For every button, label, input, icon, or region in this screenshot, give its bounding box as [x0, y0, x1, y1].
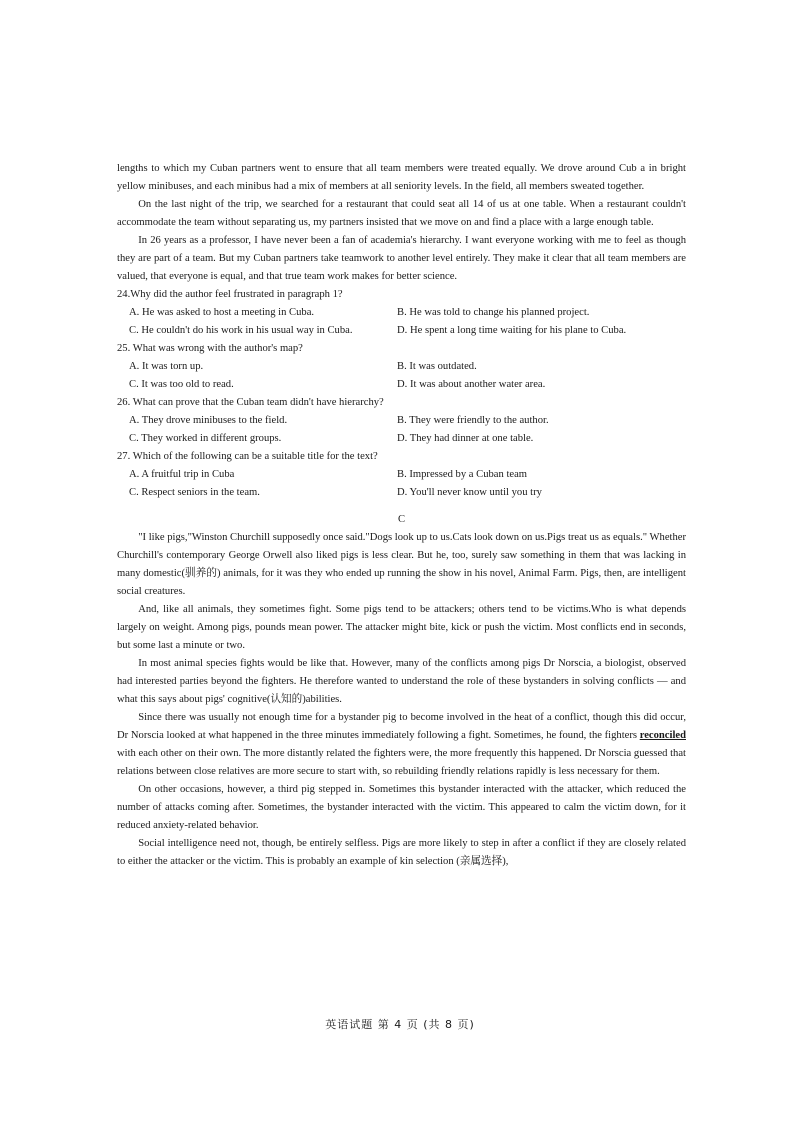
question-27	[117, 448, 686, 502]
question-25	[117, 340, 686, 394]
option-d: D. He spent a long time waiting for his plane to Cuba.	[397, 325, 627, 336]
answer-options	[117, 466, 686, 502]
option-a: A. They drove minibuses to the field.	[129, 415, 288, 426]
option-a: A. It was torn up.	[129, 361, 204, 372]
option-d: D. It was about another water area.	[397, 379, 546, 390]
passage-c-paragraph: On other occasions, however, a third pig stepped in. Sometimes this bystander interacted with the attacker, which reduced the number of attacks coming after. Sometimes, the bystander interacted with the victim. This appeared to calm the victim down, for it reduced anxiety-related behavior.	[117, 784, 686, 831]
passage-b-paragraph: On the last night of the trip, we searched for a restaurant that could seat all 14 of us at one table. When a restaurant couldn't accommodate the team without separating us, my partners insisted that we move on and find a place with a large enough table.	[117, 199, 686, 228]
passage-c-paragraph	[117, 709, 686, 781]
passage-c-paragraph: "I like pigs,"Winston Churchill supposedly once said."Dogs look up to us.Cats look down on us.Pigs treat us as equals." Whether Churchill's contemporary George Orwell also liked pigs is less clear. But he, too, surely saw something in them that was lacking in many domestic(驯养的) animals, for it was they who ended up running the show in his novel, Animal Farm. Pigs, then, are intelligent social creatures.	[117, 532, 686, 597]
option-a: A. A fruitful trip in Cuba	[129, 469, 235, 480]
section-heading-c: C	[397, 514, 406, 525]
option-b: B. He was told to change his planned project.	[397, 307, 590, 318]
passage-c-paragraph: And, like all animals, they sometimes fight. Some pigs tend to be attackers; others tend to be victims.Who is what depends largely on weight. Among pigs, pounds mean power. The attacker might bite, kick or push the victim. Most conflicts end in seconds, but some last a minute or two.	[117, 604, 686, 651]
passage-c-paragraph: In most animal species fights would be like that. However, many of the conflicts among pigs Dr Norscia, a biologist, observed had interested parties beyond the fighters. He therefore wanted to understand the role of these bystanders in solving conflicts — and what this says about pigs' cognitive(认知的)abilities.	[117, 658, 686, 705]
question-24	[117, 286, 686, 340]
option-b: B. Impressed by a Cuban team	[397, 469, 528, 480]
passage-b-paragraph: In 26 years as a professor, I have never been a fan of academia's hierarchy. I want everyone working with me to feel as though they are part of a team. But my Cuban partners take teamwork to another level entirely. They make it clear that all team members are valued, that everyone is equal, and that true team work makes for better science.	[117, 235, 686, 282]
option-c: C. Respect seniors in the team.	[129, 487, 260, 498]
option-d: D. They had dinner at one table.	[397, 433, 534, 444]
option-c: C. It was too old to read.	[129, 379, 234, 390]
question-26	[117, 394, 686, 448]
answer-options	[117, 412, 686, 448]
question-stem: 26. What can prove that the Cuban team didn't have hierarchy?	[117, 397, 384, 408]
answer-options	[117, 304, 686, 340]
option-a: A. He was asked to host a meeting in Cuba.	[129, 307, 315, 318]
passage-b-paragraph-continued: lengths to which my Cuban partners went to ensure that all team members were treated equally. We drove around Cub a in bright yellow minibuses, and each minibus had a mix of members at all seniority levels. In the field, all members sweated together.	[117, 163, 686, 192]
question-stem: 25. What was wrong with the author's map?	[117, 343, 303, 354]
option-c: C. They worked in different groups.	[129, 433, 282, 444]
text-run: with each other on their own. The more distantly related the fighters were, the more frequently this happened. Dr Norscia guessed that relations between close relatives are more secure to start with, so rebuilding friendly relations rapidly is less necessary for them.	[117, 748, 686, 777]
option-c: C. He couldn't do his work in his usual way in Cuba.	[129, 325, 353, 336]
question-stem: 24.Why did the author feel frustrated in paragraph 1?	[117, 289, 343, 300]
page-body	[117, 160, 686, 871]
question-stem: 27. Which of the following can be a suitable title for the text?	[117, 451, 378, 462]
option-b: B. It was outdated.	[397, 361, 477, 372]
underlined-keyword: reconciled	[639, 730, 686, 741]
option-b: B. They were friendly to the author.	[397, 415, 549, 426]
option-d: D. You'll never know until you try	[397, 487, 542, 498]
text-run: Since there was usually not enough time for a bystander pig to become involved in the heat of a conflict, though this did occur, Dr Norscia looked at what happened in the three minutes immediately following a fight. Sometimes, he found, the fighters	[117, 712, 686, 741]
page-footer: 英语试题 第 4 页 (共 8 页)	[325, 1018, 475, 1031]
answer-options	[117, 358, 686, 394]
passage-c-paragraph: Social intelligence need not, though, be entirely selfless. Pigs are more likely to step in after a conflict if they are closely related to either the attacker or the victim. This is probably an example of kin selection (亲属选择),	[117, 838, 686, 867]
